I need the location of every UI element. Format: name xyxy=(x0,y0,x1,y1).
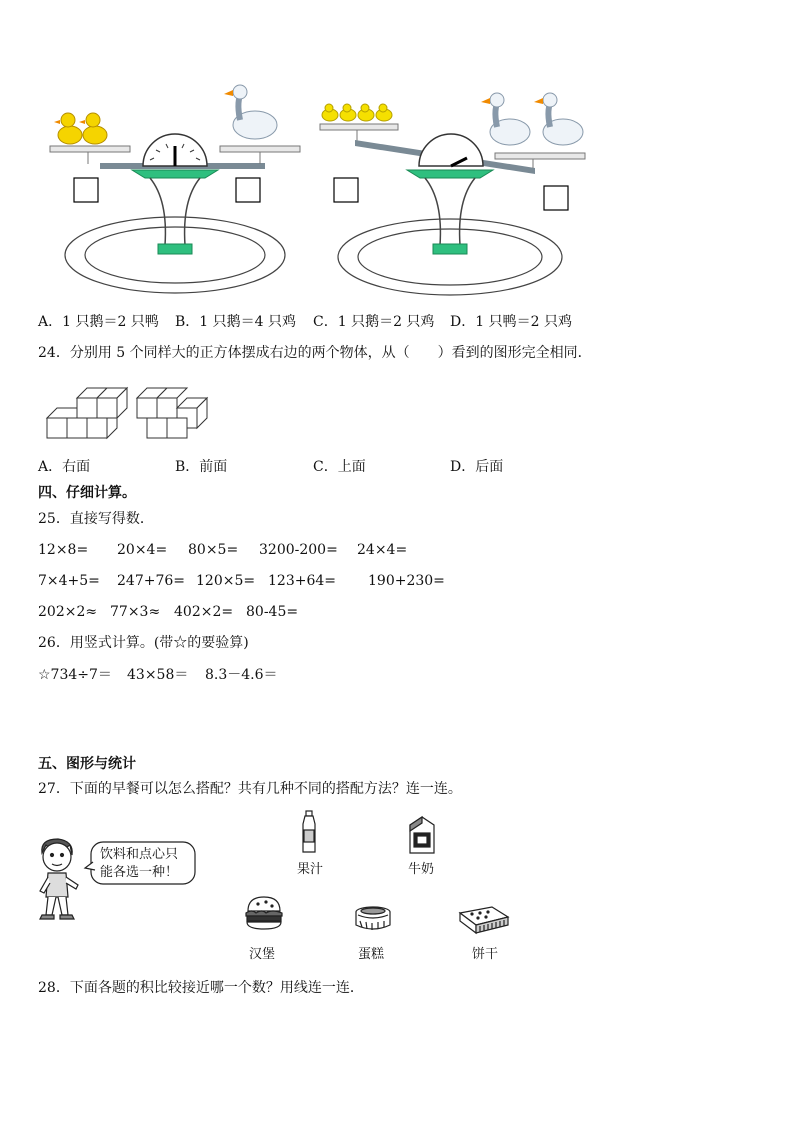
q26-stem: 26．用竖式计算。(带☆的要验算) xyxy=(38,635,249,651)
q24-option-a[interactable]: A．右面 xyxy=(38,459,91,475)
juice-bottle-icon xyxy=(300,810,318,854)
bubble-line-1: 饮料和点心只 xyxy=(100,847,179,862)
label-hamburger: 汉堡 xyxy=(249,947,276,962)
q25-r1-4: 3200-200= xyxy=(259,542,338,558)
balance-scale-left xyxy=(40,80,310,295)
q27-stem: 27．下面的早餐可以怎么搭配？共有几种不同的搭配方法？连一连。 xyxy=(38,781,462,797)
q25-r2-2: 247+76= xyxy=(117,573,185,589)
cube-figure-right xyxy=(135,385,225,441)
q23-option-c[interactable]: C．1 只鹅＝2 只鸡 xyxy=(313,314,435,330)
goose-icon xyxy=(481,93,583,145)
biscuit-icon xyxy=(458,903,510,935)
section-4-title: 四、仔细计算。 xyxy=(38,485,136,501)
balance-scale-right xyxy=(315,80,595,295)
boy-icon xyxy=(30,835,90,925)
q24-option-d[interactable]: D．后面 xyxy=(450,459,504,475)
q24-option-c[interactable]: C．上面 xyxy=(313,459,366,475)
q24-option-b[interactable]: B．前面 xyxy=(175,459,228,475)
goose-icon xyxy=(224,85,277,139)
duck-icon xyxy=(54,113,107,144)
label-juice: 果汁 xyxy=(297,862,324,877)
label-milk: 牛奶 xyxy=(408,862,435,877)
q25-r1-3: 80×5= xyxy=(188,542,239,558)
q25-stem: 25．直接写得数． xyxy=(38,511,154,527)
section-5-title: 五、图形与统计 xyxy=(38,756,136,772)
cake-icon xyxy=(354,905,392,933)
chick-icon xyxy=(322,104,392,121)
q25-r1-5: 24×4= xyxy=(357,542,408,558)
q25-r2-3: 120×5= xyxy=(196,573,256,589)
q23-option-b[interactable]: B．1 只鹅＝4 只鸡 xyxy=(175,314,297,330)
q24-stem: 24．分别用 5 个同样大的正方体摆成右边的两个物体，从（ ）看到的图形完全相同． xyxy=(38,345,592,361)
q25-r2-5: 190+230= xyxy=(368,573,445,589)
q25-r2-1: 7×4+5= xyxy=(38,573,100,589)
q25-r1-1: 12×8= xyxy=(38,542,89,558)
q23-option-a[interactable]: A．1 只鹅＝2 只鸭 xyxy=(38,314,159,330)
cube-figure-left xyxy=(45,385,135,441)
label-cake: 蛋糕 xyxy=(358,947,385,962)
bubble-line-2: 能各选一种！ xyxy=(100,865,179,880)
q25-r3-1: 202×2≈ xyxy=(38,604,98,620)
q26-item-3: 8.3－4.6＝ xyxy=(205,667,278,683)
q25-r3-3: 402×2= xyxy=(174,604,234,620)
label-biscuit: 饼干 xyxy=(472,947,499,962)
q26-item-1: ☆734÷7＝ xyxy=(38,667,112,683)
q25-r2-4: 123+64= xyxy=(268,573,336,589)
q23-option-d[interactable]: D．1 只鸭＝2 只鸡 xyxy=(450,314,572,330)
q25-r3-4: 80-45= xyxy=(246,604,299,620)
q26-item-2: 43×58＝ xyxy=(127,667,189,683)
hamburger-icon xyxy=(244,895,284,931)
milk-carton-icon xyxy=(406,815,438,855)
q28-stem: 28．下面各题的积比较接近哪一个数？用线连一连． xyxy=(38,980,364,996)
q25-r3-2: 77×3≈ xyxy=(110,604,161,620)
q25-r1-2: 20×4= xyxy=(117,542,168,558)
